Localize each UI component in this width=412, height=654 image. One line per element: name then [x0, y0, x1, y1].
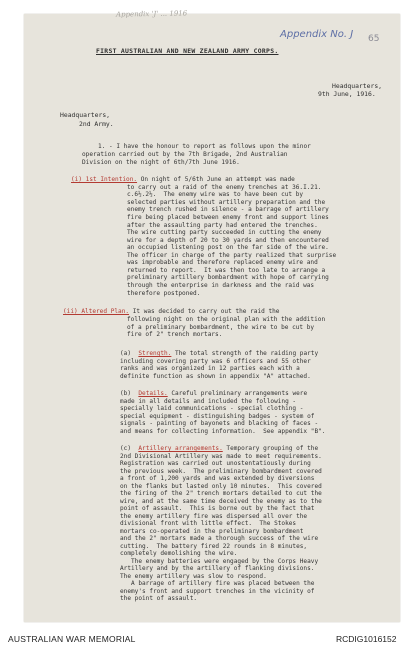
subsection-a-heading-line — [120, 350, 318, 358]
text-line: The wire cutting party succeeded in cutting the enemy — [127, 229, 322, 236]
appendix-label: Appendix No. J — [280, 29, 354, 40]
text-line: fire of 2" trench mortars. — [127, 331, 223, 338]
text-line: The officer in charge of the party realized that surprise — [127, 252, 337, 259]
text-line: the previous week. The preliminary bombardment covered — [120, 468, 322, 475]
text-line: after the assaulting party had entered the trenches. — [127, 222, 318, 229]
text-line: The enemy artillery was slow to respond. — [120, 573, 267, 580]
subsection-b-label: (b) — [120, 390, 132, 397]
text-line: made in all details and included the following - — [120, 398, 297, 405]
text-line: therefore postponed. — [127, 290, 201, 297]
text-line: 1. - I have the honour to report as follows upon the minor — [98, 143, 311, 150]
text-line: cutting. The battery fired 22 rounds in 8 minutes, — [120, 543, 308, 550]
text-line: the enemy artillery fire was dispersed all over the — [120, 513, 308, 520]
text-line: The total strength of the raiding party — [171, 350, 319, 357]
page-number: 65 — [368, 34, 380, 44]
footer-archive-name: AUSTRALIAN WAR MEMORIAL — [8, 634, 136, 644]
text-line: Artillery and by the artillery of flanking divisions. — [120, 565, 315, 572]
text-line: the point of assault. — [120, 595, 198, 602]
text-line: Temporary grouping of the — [222, 445, 319, 452]
text-line: Division on the night of 6th/7th June 1916. — [82, 159, 240, 166]
footer-record-id: RCDIG1016152 — [336, 634, 397, 644]
text-line: wire, and at the same time deceived the enemy as to the — [120, 498, 322, 505]
subsection-c-heading: Artillery arrangements. — [138, 445, 223, 452]
section-1-heading-line — [71, 176, 295, 184]
text-line: and the 2" mortars made a thorough success of the wire — [120, 535, 319, 542]
document-date: 9th June, 1916. — [318, 90, 376, 98]
recipient-line-1: Headquarters, — [60, 111, 111, 119]
text-line: completely demolishing the wire. — [120, 550, 238, 557]
text-line: selected parties without artillery preparation and the — [127, 199, 326, 206]
section-2-heading-line — [63, 308, 279, 316]
section-2-heading: (ii) Altered Plan. — [63, 308, 130, 315]
text-line: special equipment - distinguishing badges - system of — [120, 413, 315, 420]
subsection-a-label: (a) — [120, 350, 132, 357]
text-line: A barrage of artillery fire was placed between the — [120, 580, 315, 587]
text-line: to carry out a raid of the enemy trenches at 36.I.21. — [127, 184, 322, 191]
text-line: specially laid communications - special clothing - — [120, 405, 304, 412]
text-line: fire being placed between enemy front and support lines — [127, 214, 329, 221]
text-line: through the enterprise in darkness and the raid was — [127, 282, 315, 289]
text-line: signals - painting of bayonets and blacking of faces - — [120, 420, 319, 427]
text-line: enemy's front and support trenches in the vicinity of — [120, 588, 315, 595]
text-line: divisional front with little effect. The Stokes — [120, 520, 297, 527]
text-line: It was decided to carry out the raid the — [129, 308, 280, 315]
text-line: On night of 5/6th June an attempt was made — [137, 176, 295, 183]
text-line: 2nd Divisional Artillery was made to meet requirements. — [120, 453, 322, 460]
handwritten-note: Appendix 'J' ... 1916 — [115, 9, 188, 19]
text-line: the firing of the 2" trench mortars detailed to cut the — [120, 490, 322, 497]
text-line: on the flanks but lasted only 10 minutes. This covered — [120, 483, 322, 490]
text-line: and means for collecting information. See appendix "B". — [120, 428, 326, 435]
text-line: was improbable and therefore replaced enemy wire and — [127, 259, 318, 266]
text-line: preliminary artillery bombardment with hope of carrying — [127, 274, 329, 281]
text-line: c.6½.2½. The enemy wire was to have been cut by — [127, 191, 304, 198]
text-line: a front of 1,200 yards and was extended by diversions — [120, 475, 315, 482]
subsection-c-label: (c) — [120, 445, 132, 452]
text-line: The enemy batteries were engaged by the Corps Heavy — [120, 558, 319, 565]
text-line: operation carried out by the 7th Brigade, 2nd Australian — [82, 151, 288, 158]
sender-place: Headquarters, — [332, 82, 383, 90]
subsection-b-heading: Details. — [138, 390, 168, 397]
text-line: following night on the original plan with the addition — [127, 316, 326, 323]
section-1-heading: (i) 1st Intention. — [71, 176, 138, 183]
document-title: FIRST AUSTRALIAN AND NEW ZEALAND ARMY CORPS. — [96, 47, 279, 55]
text-line: wire for a depth of 20 to 30 yards and then encountered — [127, 237, 329, 244]
subsection-a-heading: Strength. — [138, 350, 172, 357]
text-line: ranks and was organized in 12 parties each with a — [120, 365, 300, 372]
text-line: mortars co-operated in the preliminary bombardment — [120, 528, 304, 535]
text-line: returned to report. It was then too late to arrange a — [127, 267, 326, 274]
subsection-c-heading-line — [120, 445, 318, 453]
text-line: enemy trench rushed in silence - a barrage of artillery — [127, 206, 329, 213]
recipient-line-2: 2nd Army. — [79, 120, 114, 128]
text-line: definite function as shown in appendix "A" attached. — [120, 373, 311, 380]
text-line: including covering party was 6 officers and 55 other — [120, 358, 311, 365]
text-line: an occupied listening post on the far side of the wire. — [127, 244, 329, 251]
text-line: Careful preliminary arrangements were — [167, 390, 308, 397]
text-line: point of assault. This is borne out by the fact that — [120, 505, 315, 512]
subsection-b-heading-line — [120, 390, 307, 398]
text-line: Registration was carried out unostentatiously during — [120, 460, 311, 467]
text-line: of a preliminary bombardment, the wire to be cut by — [127, 324, 315, 331]
